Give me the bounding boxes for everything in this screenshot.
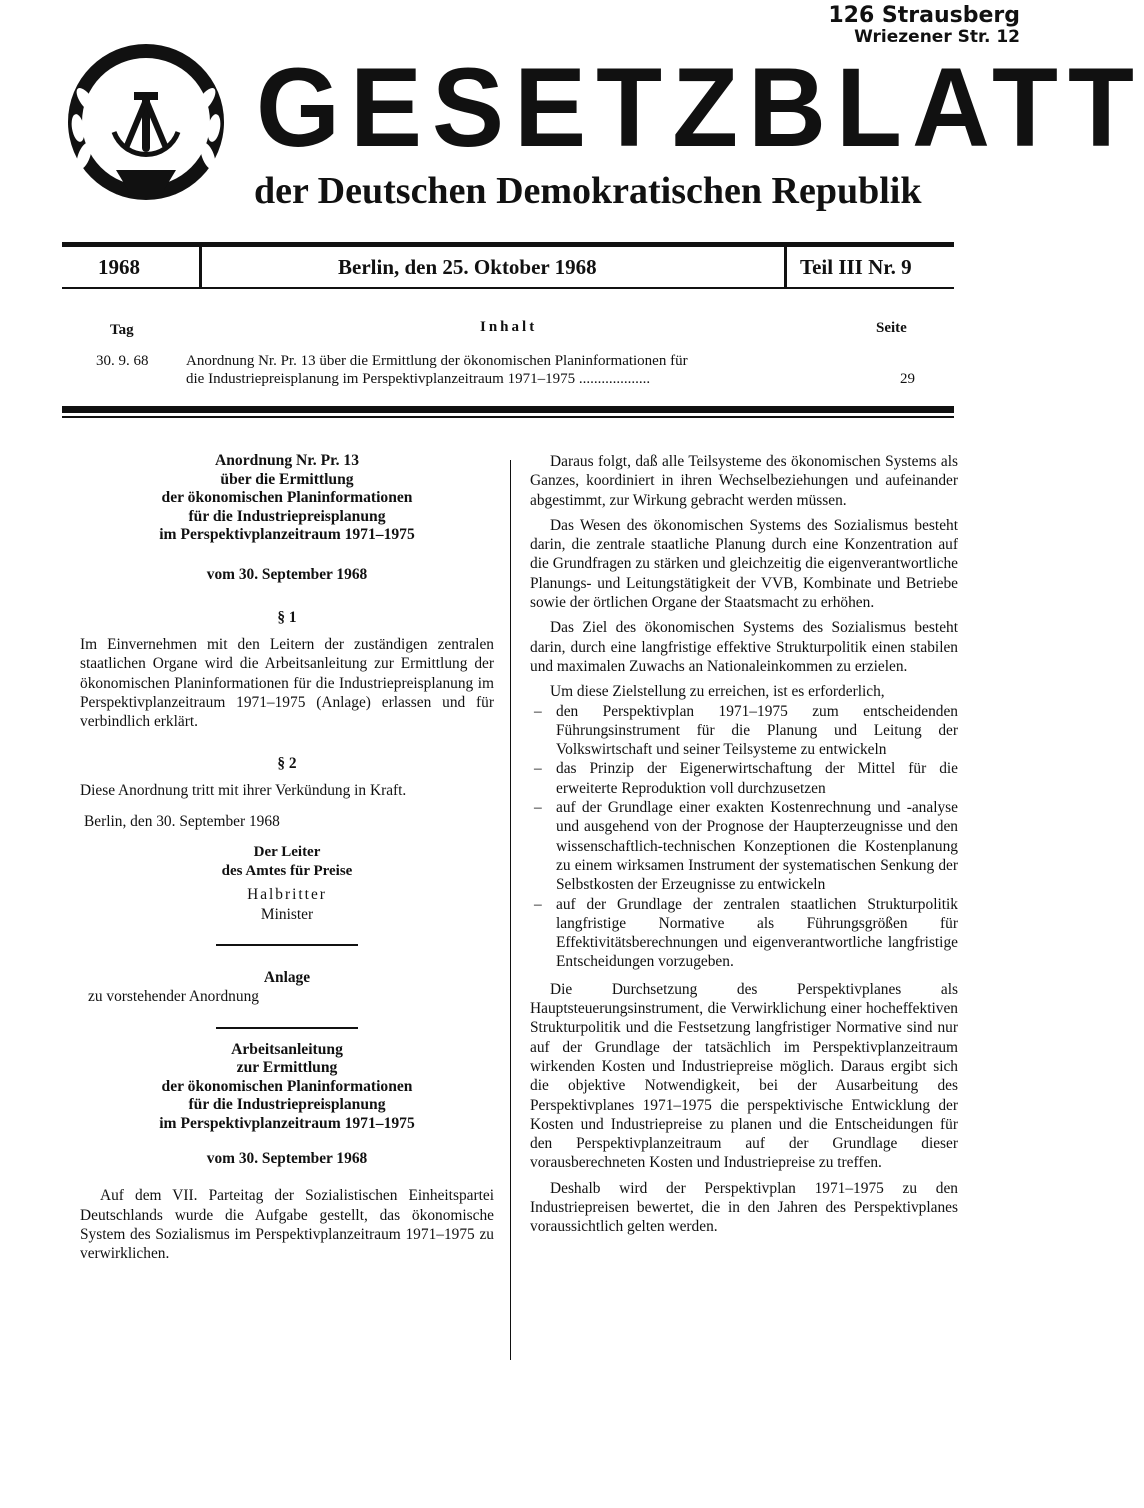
signer-name: Halbritter [247,886,327,904]
column-divider [510,460,511,1360]
right-paragraph-4-intro: Um diese Zielstellung zu erreichen, ist es erforderlich, [550,683,885,701]
signer-title-1: Der Leiter [253,844,321,861]
section-1-text: Im Einvernehmen mit den Leitern der zuständigen zentralen staatlichen Organe wird die Arbeitsanleitung zur Ermittlung der ökonomischen Planinformationen für die Industriepreisplanung im Perspektivplanzeitraum 1971–1975 (Anlage) erlassen und für verbindlich erklärt. [80,636,494,731]
signer-title-2: des Amtes für Preise [221,863,353,880]
toc-leader-dots: ................... [578,371,651,387]
list-item: – auf der Grundlage der zentralen staatlichen Strukturpolitik langfristige Normative als Führungsgrößen für Effektivitätsberechnungen und eigenverantwortliche langfristige Entscheidungen vorzugeben. [530,895,958,972]
stamp-line-2: Wriezener Str. 12 [854,27,1020,47]
guide-title-line: der ökonomischen Planinformationen [161,1077,413,1095]
right-paragraph-2: Das Wesen des ökonomischen Systems des Sozialismus besteht darin, die zentrale staatliche Planung durch eine Konzentration auf die Grundfragen zu stärken und gleichzeitig die eigenverantwortliche Planungs- und Leitungstätigkeit der VVB, Kombinate und Betriebe sowie der örtlichen Organe der Staatsmacht zu erhöhen. [530,516,958,612]
signer-role: Minister [260,905,314,923]
masthead-subtitle: der Deutschen Demokratischen Republik [254,170,922,212]
bar-divider [199,247,202,287]
right-paragraph-3: Das Ziel des ökonomischen Systems des Sozialismus besteht darin, durch eine langfristige effektive Strukturpolitik einen stabilen und maximalen Zuwachs an Nationaleinkommen zu erzielen. [530,619,958,675]
section-1-label: § 1 [277,608,297,626]
ddr-state-emblem-icon [64,40,228,204]
list-item: – auf der Grundlage einer exakten Kostenrechnung und -analyse und ausgehend von der Prognose der Haupterzeugnisse und den wissenschaftlich-technischen Konzeptionen die Kostenplanung zu einem wirksamen Instrument der systematischen Senkung der Selbstkosten der Erzeugnisse zu entwickeln [530,798,958,894]
masthead-title: GESETZBLATT [256,44,1144,170]
section-2-label: § 2 [277,754,297,772]
order-title-line: über die Ermittlung [220,470,354,488]
guide-date: vom 30. September 1968 [206,1150,368,1168]
issue-part: Teil III Nr. 9 [800,255,912,279]
order-date: vom 30. September 1968 [206,565,368,583]
signing-place-date: Berlin, den 30. September 1968 [84,813,280,831]
bar-divider [784,247,787,287]
toc-header-content: Inhalt [480,319,538,335]
guide-title-line: im Perspektivplanzeitraum 1971–1975 [159,1114,415,1132]
toc-entry-title-1[interactable]: Anordnung Nr. Pr. 13 über die Ermittlung der ökonomischen Planinformationen für [186,353,688,369]
annex-label: Anlage [263,969,311,987]
guide-title-line: für die Industriepreisplanung [188,1096,386,1114]
right-paragraph-5: Die Durchsetzung des Perspektivplanes als Hauptsteuerungsinstrument, die Verwirklichung einer hocheffektiven Strukturpolitik und die Festsetzung langfristiger Normative sind nur auf der Grundlage der tatsächlich im Perspektivplanzeitraum wirkenden Kosten und Industriepreise möglich. Daraus ergibt sich die objektive Notwendigkeit, bei der Ausarbeitung des Perspektivplanes 1971–1975 die perspektivische Entwicklung der Kosten und Industriepreise zu planen und die Entscheidungen für den Perspektivplanzeitraum auf der Grundlage dieser vorausberechneten Kosten und Industriepreise zu treffen. [530,980,958,1172]
annex-subtitle: zu vorstehender Anordnung [88,988,259,1006]
signature-rule [216,944,358,946]
requirements-list [530,702,958,972]
toc-entry-title-2-text: die Industriepreisplanung im Perspektivplanzeitraum 1971–1975 [186,371,576,387]
toc-bottom-rule-thick [62,406,954,413]
right-paragraph-6: Deshalb wird der Perspektivplan 1971–1975 zu den Industriepreisen bewertet, die in den Jahren des Perspektivplanes voraussichtlich gelten werden. [530,1179,958,1236]
toc-header-day: Tag [110,322,134,338]
toc-entry-date: 30. 9. 68 [96,353,149,369]
list-item: – den Perspektivplan 1971–1975 zum entscheidenden Führungsinstrument für die Planung und Leitung der Volkswirtschaft und seiner Teilsysteme zu entwickeln [530,702,958,760]
right-column [530,452,958,1237]
guide-title-line: zur Ermittlung [236,1059,338,1077]
toc-bottom-rule-thin [62,416,954,418]
issue-year: 1968 [98,255,140,279]
toc-entry-title-2[interactable] [186,370,650,389]
order-title-line: für die Industriepreisplanung [188,507,386,525]
toc-entry-page[interactable]: 29 [900,371,915,387]
toc-header-page: Seite [876,320,907,336]
right-paragraph-1: Daraus folgt, daß alle Teilsysteme des ökonomischen Systems als Ganzes, koordiniert in ihren Wechselbeziehungen und aufeinander abgestimmt, zur Wirkung gebracht werden müssen. [530,453,958,509]
annex-rule [216,1027,358,1029]
top-rule [62,242,954,247]
stamp-line-1: 126 Strausberg [828,3,1020,28]
order-title-line: der ökonomischen Planinformationen [161,489,413,506]
guide-title [80,1041,494,1134]
bar-bottom-rule [62,287,954,289]
order-title [80,452,494,545]
section-2-text: Diese Anordnung tritt mit ihrer Verkündung in Kraft. [80,781,407,799]
list-item: – das Prinzip der Eigenerwirtschaftung der Mittel für die erweiterte Reproduktion voll durchzusetzen [530,759,958,798]
order-title-line: im Perspektivplanzeitraum 1971–1975 [159,526,415,543]
guide-paragraph-1: Auf dem VII. Parteitag der Sozialistischen Einheitspartei Deutschlands wurde die Aufgabe gestellt, das ökonomische System des Sozialismus im Perspektivplanzeitraum 1971–1975 zu verwirklichen. [80,1187,494,1263]
issue-place-date: Berlin, den 25. Oktober 1968 [338,255,597,279]
order-title-line: Anordnung Nr. Pr. 13 [215,452,359,469]
guide-title-line: Arbeitsanleitung [231,1040,343,1058]
left-column [80,452,494,1264]
